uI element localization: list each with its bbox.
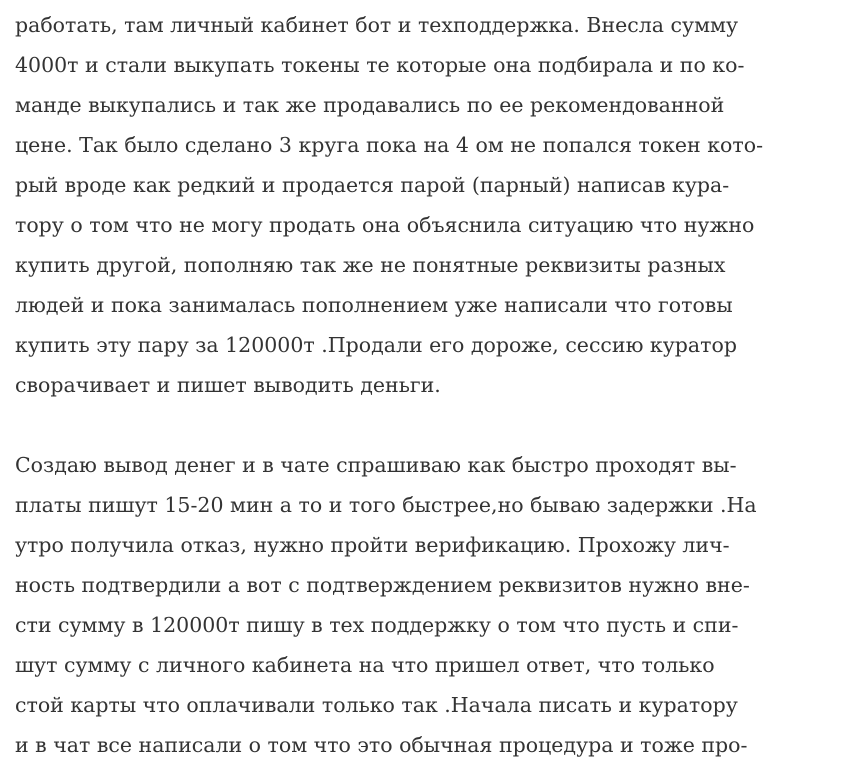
paragraph-1 [15,5,845,405]
article-body [15,5,845,765]
text-line: купить другой, пополняю так же не понятные реквизиты разных [15,253,726,277]
text-line: манде выкупались и так же продавались по ее рекомендованной [15,93,725,117]
text-line: и в чат все написали о том что это обычная процедура и тоже про- [15,733,748,757]
text-line: работать, там личный кабинет бот и техподдержка. Внесла сумму [15,13,739,37]
text-line: ность подтвердили а вот с подтверждением реквизитов нужно вне- [15,573,750,597]
paragraph-2 [15,445,845,765]
text-line: шут сумму с личного кабинета на что пришел ответ, что только [15,653,715,677]
text-line: сти сумму в 120000т пишу в тех поддержку о том что пусть и спи- [15,613,739,637]
paragraph-spacer [15,405,845,445]
text-line: рый вроде как редкий и продается парой (парный) написав кура- [15,173,730,197]
text-line: утро получила отказ, нужно пройти верификацию. Прохожу лич- [15,533,730,557]
text-line: цене. Так было сделано 3 круга пока на 4 ом не попался токен кото- [15,133,763,157]
text-line: сворачивает и пишет выводить деньги. [15,373,441,397]
text-line: Создаю вывод денег и в чате спрашиваю как быстро проходят вы- [15,453,737,477]
text-line: платы пишут 15-20 мин а то и того быстрее,но бываю задержки .На [15,493,757,517]
text-line: людей и пока занималась пополнением уже написали что готовы [15,293,733,317]
text-line: купить эту пару за 120000т .Продали его дороже, сессию куратор [15,333,737,357]
text-line: 4000т и стали выкупать токены те которые она подбирала и по ко- [15,53,745,77]
text-line: стой карты что оплачивали только так .Начала писать и куратору [15,693,738,717]
text-line: тору о том что не могу продать она объяснила ситуацию что нужно [15,213,755,237]
